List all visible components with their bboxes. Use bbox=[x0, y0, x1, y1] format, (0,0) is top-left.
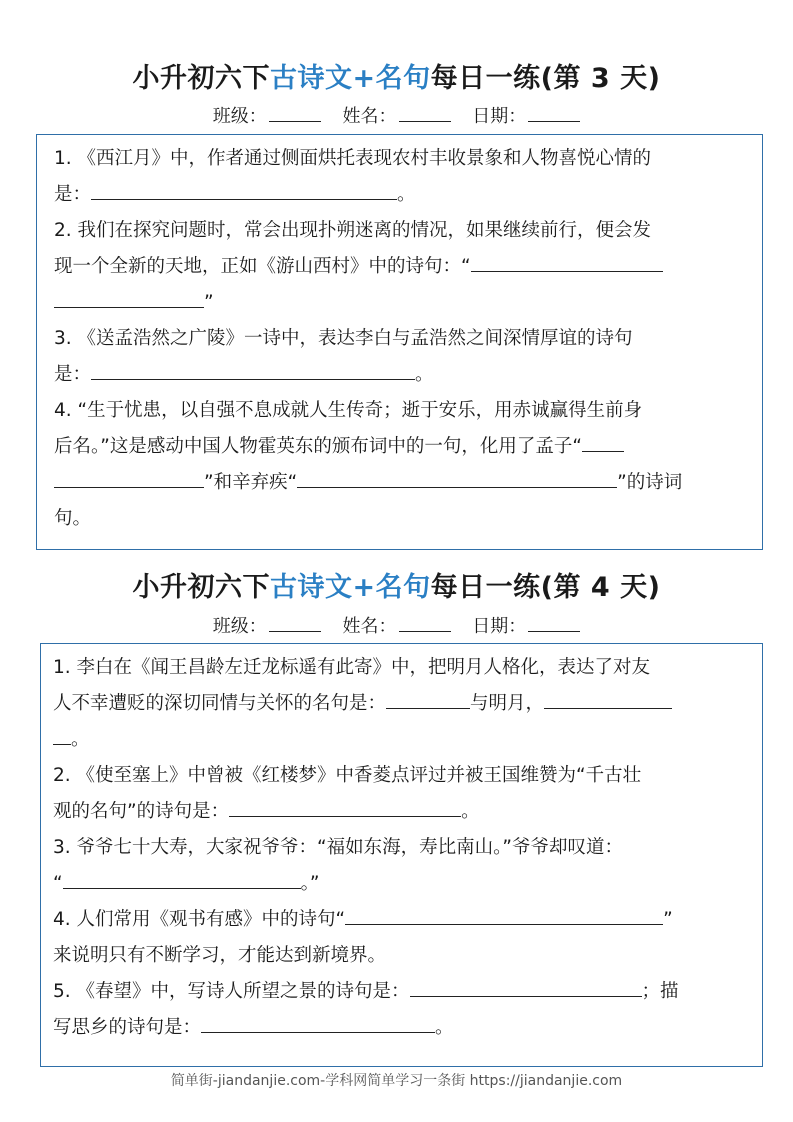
day4-q3-line1: 3. 爷爷七十大寿，大家祝爷爷：“福如东海，寿比南山。”爷爷却叹道： bbox=[53, 837, 623, 858]
day4-q5-suffix: 。 bbox=[435, 1017, 454, 1038]
day3-q2-answer-blank-b[interactable] bbox=[54, 289, 204, 308]
day3-q2-suffix: ” bbox=[204, 292, 214, 313]
day4-q1-middle: 与明月， bbox=[470, 693, 545, 714]
day3-class-label: 班级： bbox=[212, 106, 267, 127]
day4-q5-answer-blank-b[interactable] bbox=[201, 1014, 435, 1033]
day3-title-pre: 小升初六下 bbox=[132, 63, 271, 94]
day4-q5-answer-blank-a[interactable] bbox=[410, 978, 642, 997]
day4-q4-answer-blank[interactable] bbox=[345, 906, 663, 925]
day4-q1-suffix: 。 bbox=[71, 729, 90, 750]
day3-q4-answer-blank-b[interactable] bbox=[54, 469, 204, 488]
day4-info-row bbox=[0, 612, 793, 638]
day4-q2-line1: 2. 《使至塞上》中曾被《红楼梦》中香菱点评过并被王国维赞为“千古壮 bbox=[53, 765, 642, 786]
day4-q5-prefix2: 写思乡的诗句是： bbox=[53, 1017, 202, 1038]
day4-q1-prefix: 人不幸遭贬的深切同情与关怀的名句是： bbox=[53, 693, 387, 714]
day4-q4-suffix: ” bbox=[663, 909, 673, 930]
day4-class-blank[interactable] bbox=[269, 617, 321, 632]
day3-date-blank[interactable] bbox=[528, 107, 580, 122]
day4-q1-line2 bbox=[53, 686, 762, 722]
day4-q4-line2: 来说明只有不断学习，才能达到新境界。 bbox=[53, 945, 387, 966]
day3-q1-answer-blank[interactable] bbox=[91, 181, 397, 200]
day3-q4-line1: 4. “生于忧患，以自强不息成就人生传奇；逝于安乐，用赤诚赢得生前身 bbox=[54, 400, 643, 421]
day3-q3-prefix: 是： bbox=[54, 364, 92, 385]
day4-q5-line2 bbox=[53, 1010, 762, 1046]
day3-q3-answer-blank[interactable] bbox=[91, 361, 415, 380]
day4-q1-answer-blank-c[interactable] bbox=[53, 726, 71, 745]
day3-q4-middle: ”和辛弃疾“ bbox=[204, 472, 298, 493]
day4-q1-line3 bbox=[53, 722, 762, 758]
day3-q1-line1: 1. 《西江月》中，作者通过侧面烘托表现农村丰收景象和人物喜悦心情的 bbox=[54, 148, 652, 169]
day4-title-pre: 小升初六下 bbox=[132, 572, 271, 603]
day4-q2-suffix: 。 bbox=[461, 801, 480, 822]
day3-title-highlight: 古诗文+名句 bbox=[270, 63, 431, 94]
day4-q3-answer-blank[interactable] bbox=[63, 870, 301, 889]
page-footer: 简单街-jiandanjie.com-学科网简单学习一条街 https://jiandanjie.com bbox=[170, 1073, 623, 1089]
day3-q4-line3 bbox=[54, 465, 762, 501]
day3-q4-line2 bbox=[54, 429, 762, 465]
day4-q1-answer-blank-a[interactable] bbox=[386, 690, 470, 709]
day4-title bbox=[0, 565, 793, 604]
day3-title bbox=[0, 56, 793, 95]
day3-q2-prefix: 现一个全新的天地，正如《游山西村》中的诗句：“ bbox=[54, 256, 471, 277]
day4-q5-middle: ；描 bbox=[641, 981, 679, 1002]
day3-q1-prefix: 是： bbox=[54, 184, 92, 205]
day3-q2-answer-blank-a[interactable] bbox=[471, 253, 663, 272]
day3-info-row bbox=[0, 102, 793, 128]
day4-q3-prefix: “ bbox=[53, 873, 63, 894]
day3-date-label: 日期： bbox=[472, 106, 527, 127]
day3-q2-line1: 2. 我们在探究问题时，常会出现扑朔迷离的情况，如果继续前行，便会发 bbox=[54, 220, 652, 241]
day4-name-label: 姓名： bbox=[342, 616, 397, 637]
day3-question-box bbox=[36, 134, 763, 550]
day3-q4-answer-blank-c[interactable] bbox=[297, 469, 617, 488]
day4-q5-line1 bbox=[53, 974, 762, 1010]
day4-title-highlight: 古诗文+名句 bbox=[270, 572, 431, 603]
day4-date-label: 日期： bbox=[472, 616, 527, 637]
day3-q2-line3 bbox=[54, 285, 762, 321]
day4-question-box bbox=[40, 643, 763, 1067]
day4-date-blank[interactable] bbox=[528, 617, 580, 632]
day4-q2-answer-blank[interactable] bbox=[229, 798, 461, 817]
day4-q3-suffix: 。” bbox=[300, 873, 320, 894]
day4-questions bbox=[41, 644, 762, 1046]
day4-q1-answer-blank-b[interactable] bbox=[544, 690, 672, 709]
day3-q3-line2 bbox=[54, 357, 762, 393]
day3-title-post: 每日一练(第 3 天) bbox=[430, 63, 661, 94]
day3-q1-suffix: 。 bbox=[397, 184, 416, 205]
day3-q4-line4: 句。 bbox=[54, 508, 92, 529]
day4-q4-prefix: 4. 人们常用《观书有感》中的诗句“ bbox=[53, 909, 346, 930]
day3-class-blank[interactable] bbox=[269, 107, 321, 122]
day3-q3-line1: 3. 《送孟浩然之广陵》一诗中，表达李白与孟浩然之间深情厚谊的诗句 bbox=[54, 328, 633, 349]
day4-class-label: 班级： bbox=[212, 616, 267, 637]
day3-name-blank[interactable] bbox=[399, 107, 451, 122]
day3-q4-suffix: ”的诗词 bbox=[617, 472, 683, 493]
day4-q1-line1: 1. 李白在《闻王昌龄左迁龙标遥有此寄》中，把明月人格化，表达了对友 bbox=[53, 657, 651, 678]
day3-q1-line2 bbox=[54, 177, 762, 213]
day3-name-label: 姓名： bbox=[342, 106, 397, 127]
day3-q2-line2 bbox=[54, 249, 762, 285]
day3-questions bbox=[37, 135, 762, 537]
day4-q5-prefix: 5. 《春望》中，写诗人所望之景的诗句是： bbox=[53, 981, 410, 1002]
day4-title-post: 每日一练(第 4 天) bbox=[430, 572, 661, 603]
day4-q2-line2 bbox=[53, 794, 762, 830]
day3-q4-answer-blank-a[interactable] bbox=[582, 433, 624, 452]
day4-q4-line1 bbox=[53, 902, 762, 938]
day3-q4-prefix: 后名。”这是感动中国人物霍英东的颁布词中的一句，化用了孟子“ bbox=[54, 436, 582, 457]
day4-name-blank[interactable] bbox=[399, 617, 451, 632]
day4-q2-prefix: 观的名句”的诗句是： bbox=[53, 801, 230, 822]
day3-q3-suffix: 。 bbox=[415, 364, 434, 385]
day4-q3-line2 bbox=[53, 866, 762, 902]
